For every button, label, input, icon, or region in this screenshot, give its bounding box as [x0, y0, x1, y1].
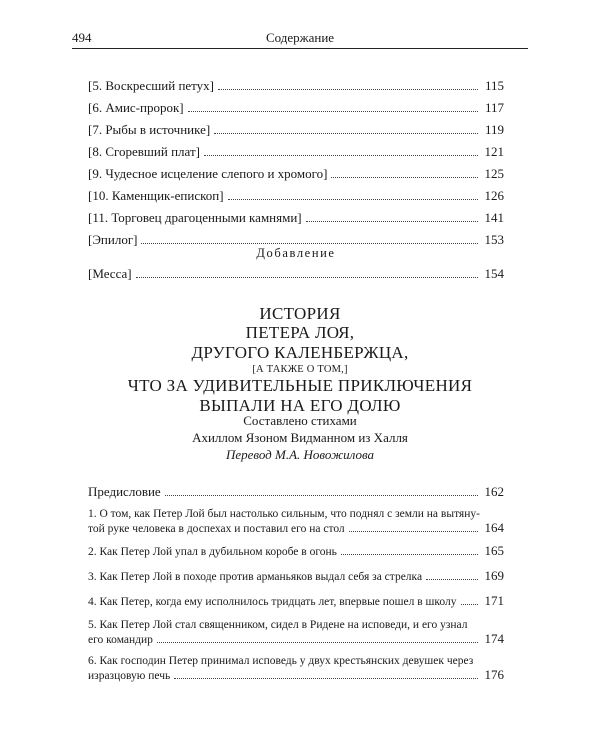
toc-entry[interactable]	[88, 618, 504, 647]
toc-entry-page: 153	[484, 232, 504, 247]
leader-dots	[174, 669, 478, 679]
toc-entry-page: 125	[484, 166, 504, 181]
leader-dots	[349, 522, 478, 532]
toc-entry[interactable]	[88, 507, 504, 536]
toc-entry-page: 174	[484, 631, 504, 646]
toc-entry-title-cont: его командир	[88, 634, 153, 646]
leader-dots	[306, 212, 478, 222]
toc-entry-title: 1. О том, как Петер Лой был настолько сильным, что поднял с земли на вытяну-	[88, 508, 480, 520]
toc-entry-title: 6. Как господин Петер принимал исповедь у двух крестьянских девушек через	[88, 655, 474, 667]
toc-entry-title: [7. Рыбы в источнике]	[88, 122, 211, 137]
translator-line: Перевод М.А. Новожилова	[225, 447, 375, 462]
toc-entry[interactable]	[88, 166, 504, 181]
leader-dots	[204, 146, 478, 156]
toc-entry[interactable]	[88, 266, 504, 281]
toc-entry-page: 165	[484, 543, 504, 558]
toc-entry[interactable]	[88, 654, 504, 683]
toc-top	[88, 78, 504, 247]
leader-dots	[426, 570, 478, 580]
leader-dots	[165, 486, 478, 496]
toc-entry-page: 169	[484, 568, 504, 583]
toc-entry-page: 176	[484, 667, 504, 682]
toc-entry-title: [6. Амис-пророк]	[88, 100, 184, 115]
work-title	[80, 304, 520, 416]
toc-entry-page: 121	[484, 144, 504, 159]
toc-entry-title: 5. Как Петер Лой стал священником, сидел в Ридене на исповеди, и его узнал	[88, 619, 468, 631]
work-title-line: ВЫПАЛИ НА ЕГО ДОЛЮ	[199, 396, 401, 415]
running-head	[72, 22, 528, 46]
toc-entry-page: 115	[484, 78, 504, 93]
toc-appendix	[88, 266, 504, 281]
toc-entry[interactable]	[88, 543, 504, 560]
toc-entry-page: 126	[484, 188, 504, 203]
toc-entry-page: 154	[484, 266, 504, 281]
work-title-line: ДРУГОГО КАЛЕНБЕРЖЦА,	[191, 343, 409, 362]
author-line: Ахиллом Язоном Видманном из Халля	[192, 430, 408, 445]
toc-entry[interactable]	[88, 144, 504, 159]
leader-dots	[341, 545, 478, 555]
toc-entry-title: [Эпилог]	[88, 232, 138, 247]
work-credits	[80, 412, 520, 463]
toc-entry-title: [10. Каменщик-епископ]	[88, 188, 224, 203]
appendix-heading: Добавление	[256, 246, 336, 260]
work-title-line: ИСТОРИЯ	[259, 304, 341, 323]
toc-entry-title: 2. Как Петер Лой упал в дубильном коробе в огонь	[88, 546, 337, 558]
toc-bottom	[88, 484, 504, 683]
toc-entry-title: 3. Как Петер Лой в походе против арманьяков выдал себя за стрелка	[88, 571, 423, 583]
toc-entry-page: 141	[484, 210, 504, 225]
header-rule	[72, 48, 528, 49]
toc-entry[interactable]	[88, 122, 504, 137]
toc-entry[interactable]	[88, 568, 504, 585]
toc-entry[interactable]	[88, 232, 504, 247]
composed-note: Составлено стихами	[243, 413, 357, 428]
leader-dots	[331, 168, 478, 178]
toc-entry-title: [11. Торговец драгоценными камнями]	[88, 210, 302, 225]
toc-entry[interactable]	[88, 188, 504, 203]
leader-dots	[228, 190, 478, 200]
leader-dots	[218, 80, 478, 90]
toc-entry-page: 117	[484, 100, 504, 115]
toc-entry-page: 164	[484, 520, 504, 535]
toc-entry-page: 162	[484, 484, 504, 499]
toc-entry-title-cont: той руке человека в доспехах и поставил его на стол	[88, 523, 345, 535]
toc-entry-page: 119	[484, 122, 504, 137]
work-title-bracket-line: [А ТАКЖЕ О ТОМ,]	[252, 364, 348, 375]
leader-dots	[214, 124, 478, 134]
page-number: 494	[72, 30, 92, 45]
running-title: Содержание	[265, 30, 335, 45]
leader-dots	[141, 234, 478, 244]
toc-entry[interactable]	[88, 100, 504, 115]
leader-dots	[136, 268, 478, 278]
toc-entry-title: [9. Чудесное исцеление слепого и хромого]	[88, 166, 328, 181]
toc-entry-title: 4. Как Петер, когда ему исполнилось тридцать лет, впервые пошел в школу	[88, 596, 457, 608]
toc-entry-page: 171	[484, 593, 504, 608]
leader-dots	[461, 595, 479, 605]
toc-entry[interactable]	[88, 210, 504, 225]
leader-dots	[157, 633, 478, 643]
toc-entry[interactable]	[88, 484, 504, 499]
toc-entry-title-cont: изразцовую печь	[88, 670, 171, 682]
work-title-line: ПЕТЕРА ЛОЯ,	[245, 323, 355, 342]
toc-entry-title: Предисловие	[88, 484, 161, 499]
leader-dots	[188, 102, 478, 112]
toc-entry[interactable]	[88, 78, 504, 93]
toc-entry-title: [8. Сгоревший плат]	[88, 144, 200, 159]
toc-entry-title: [5. Воскресший петух]	[88, 78, 215, 93]
toc-entry-title: [Месса]	[88, 266, 132, 281]
work-title-line: ЧТО ЗА УДИВИТЕЛЬНЫЕ ПРИКЛЮЧЕНИЯ	[127, 376, 473, 395]
toc-entry[interactable]	[88, 593, 504, 610]
